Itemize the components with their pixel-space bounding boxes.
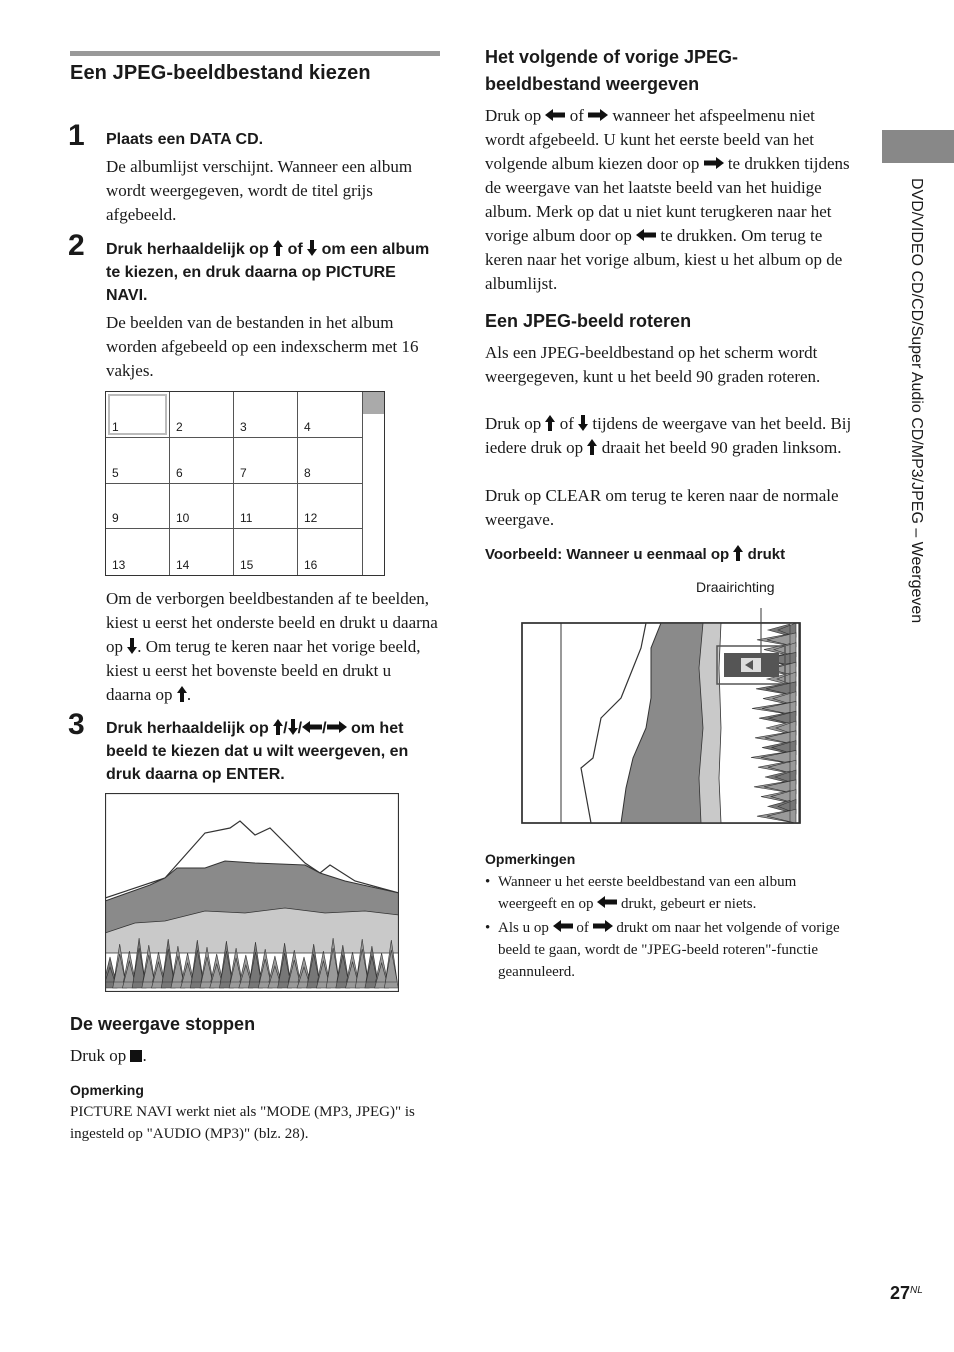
step-2-number: 2 [68,229,85,262]
index-cell-number: 3 [240,419,247,434]
index-cell-number: 11 [240,511,253,526]
side-tab-marker [882,130,954,163]
page-number [890,1283,923,1304]
step-3-title-part-b: om het beeld te kiezen dat u wilt weergeven, en druk daarna op ENTER. [106,720,409,783]
notes-title: Opmerkingen [485,851,576,867]
example-caption [485,543,865,566]
index-cell-number: 5 [112,465,119,480]
step-3-number: 3 [68,708,85,741]
stop-icon [130,1050,142,1062]
next-body-b: of [569,106,584,125]
scrollbar-thumb[interactable] [363,392,384,414]
up-arrow-icon [273,240,283,256]
section-rule [70,51,440,56]
step-1-body: De albumlijst verschijnt. Wanneer een album wordt weergegeven, wordt de titel grijs afgebeeld. [106,157,413,224]
up-arrow-icon [587,439,597,455]
index-cell[interactable] [170,392,234,438]
index-cell[interactable] [106,529,170,575]
down-arrow-icon [127,638,137,654]
index-cell[interactable] [106,438,170,484]
stop-title: De weergave stoppen [70,1014,256,1034]
up-arrow-icon [273,719,283,735]
note-item-2 [485,917,857,983]
up-arrow-icon [733,545,743,561]
index-cell[interactable] [234,392,298,438]
down-arrow-icon [578,415,588,431]
step-1-title: Plaats een DATA CD. [106,131,264,148]
index-cell[interactable] [298,438,362,484]
left-arrow-icon [636,229,656,241]
step-2-after-b: . Om terug te keren naar het vorige beeld, kiest u eerst het bovenste beeld en drukt u daarna op [106,637,421,704]
left-arrow-icon [302,721,322,733]
bullet-icon: • [485,874,491,890]
left-arrow-icon [545,109,565,121]
next-body-a: Druk op [485,106,542,125]
index-cell[interactable] [234,438,298,484]
next-body-c: wanneer het afspeelmenu niet wordt afgebeeld. U kunt het eerste beeld van het volgende album kiezen door op [485,106,815,173]
down-arrow-icon [307,240,317,256]
rotate-title: Een JPEG-beeld roteren [485,311,692,331]
index-cell[interactable] [170,484,234,530]
rotate-body-2 [485,412,857,460]
index-cell-number: 15 [240,558,254,572]
step-2-after-c: . [186,685,192,704]
index-cell-number: 6 [176,465,183,480]
rotate-body-1: Als een JPEG-beeldbestand op het scherm wordt weergegeven, kunt u het beeld 90 graden roteren. [485,343,821,386]
note-item-1 [485,871,857,915]
index-cell-number: 13 [112,558,126,572]
index-cell[interactable] [170,438,234,484]
page-number-suffix: NL [910,1285,923,1296]
index-cell-number: 14 [176,558,190,572]
index-cell[interactable] [106,392,170,438]
right-arrow-icon [327,721,347,733]
rotate-body-2-d: draait het beeld 90 graden linksom. [601,438,842,457]
note-1-a: Wanneer u het eerste beeldbestand van een album weergeeft en op [498,874,797,912]
index-cell[interactable] [106,484,170,530]
note-2-a: Als u op [498,920,549,936]
step-2-title-part-b: om een album te kiezen, en druk daarna op PICTURE NAVI. [106,241,430,304]
index-cell-number: 12 [304,511,318,526]
step-1-number: 1 [68,119,85,152]
rotation-label: Draairichting [696,579,775,595]
index-cell[interactable] [298,484,362,530]
step-2-after-text [106,587,440,707]
index-cell-number: 10 [176,511,190,526]
index-cell-number: 1 [112,419,119,434]
note-2-c: drukt om naar het volgende of vorige beeld te gaan, wordt de "JPEG-beeld roteren"-functie geannuleerd. [498,920,840,980]
index-cell-number: 2 [176,419,183,434]
left-arrow-icon [553,920,573,932]
left-arrow-icon [597,896,617,908]
index-screen [105,391,385,576]
index-scrollbar[interactable] [362,392,384,575]
index-cell-number: 7 [240,465,247,480]
rotate-body-2-c: tijdens de weergave van het beeld. Bij iedere druk op [485,414,852,457]
mountain-image [105,793,399,992]
up-arrow-icon [177,686,187,702]
stop-body-a: Druk op [70,1046,127,1065]
example-caption-b: drukt [747,546,786,563]
index-cell-number: 8 [304,465,311,480]
index-cell-number: 4 [304,419,311,434]
index-cell[interactable] [298,529,362,575]
index-cell-number: 9 [112,511,119,526]
index-cell-number: 16 [304,558,318,572]
step-3-title-part-a: Druk herhaaldelijk op [106,720,269,737]
index-cell[interactable] [234,484,298,530]
stop-body [70,1044,147,1068]
next-body-d: te drukken tijdens de weergave van het laatste beeld van het huidige album. Merk op dat u niet kunt terugkeren naar het vorige album door op [485,154,850,245]
right-arrow-icon [704,157,724,169]
rotate-body-2-b: of [559,414,574,433]
note-title: Opmerking [70,1082,144,1098]
index-cell[interactable] [234,529,298,575]
note-1-b: drukt, gebeurt er niets. [621,896,757,912]
step-2-body: De beelden van de bestanden in het album worden afgebeeld op een indexscherm met 16 vakjes. [106,313,419,380]
rotate-body-3: Druk op CLEAR om terug te keren naar de normale weergave. [485,486,839,529]
step-2-title-of: of [287,241,303,258]
page-number-value: 27 [890,1283,911,1303]
rotated-image [521,608,821,826]
step-2-title-part-a: Druk herhaaldelijk op [106,241,269,258]
right-arrow-icon [588,109,608,121]
rotate-body-2-a: Druk op [485,414,542,433]
step-2-after-a: Om de verborgen beeldbestanden af te beelden, kiest u eerst het onderste beeld en drukt u daarna op [106,589,438,656]
index-cell[interactable] [298,392,362,438]
bullet-icon: • [485,920,491,936]
stop-body-b: . [142,1046,147,1065]
next-body-e: te drukken. Om terug te keren naar het vorige album, kiest u het album op de albumlijst. [485,226,843,293]
step-2-title [106,238,438,307]
side-tab-label: DVD/VIDEO CD/CD/Super Audio CD/MP3/JPEG – Weergeven [908,178,925,624]
example-caption-a: Voorbeeld: Wanneer u eenmaal op [485,546,730,563]
note-2-b: of [576,920,589,936]
up-arrow-icon [545,415,555,431]
down-arrow-icon [288,719,298,735]
next-body [485,104,857,296]
next-title: Het volgende of vorige JPEG-beeldbestand weergeven [485,47,739,94]
right-arrow-icon [593,920,613,932]
section-title: Een JPEG-beeldbestand kiezen [70,62,371,84]
index-grid [106,392,362,575]
note-body: PICTURE NAVI werkt niet als "MODE (MP3, JPEG)" is ingesteld op "AUDIO (MP3)" (blz. 28). [70,1104,415,1142]
step-3-title: Druk herhaaldelijk op / / / om het beeld te kiezen dat u wilt weergeven, en druk daarna op ENTER. [106,720,409,783]
index-cell[interactable] [170,529,234,575]
